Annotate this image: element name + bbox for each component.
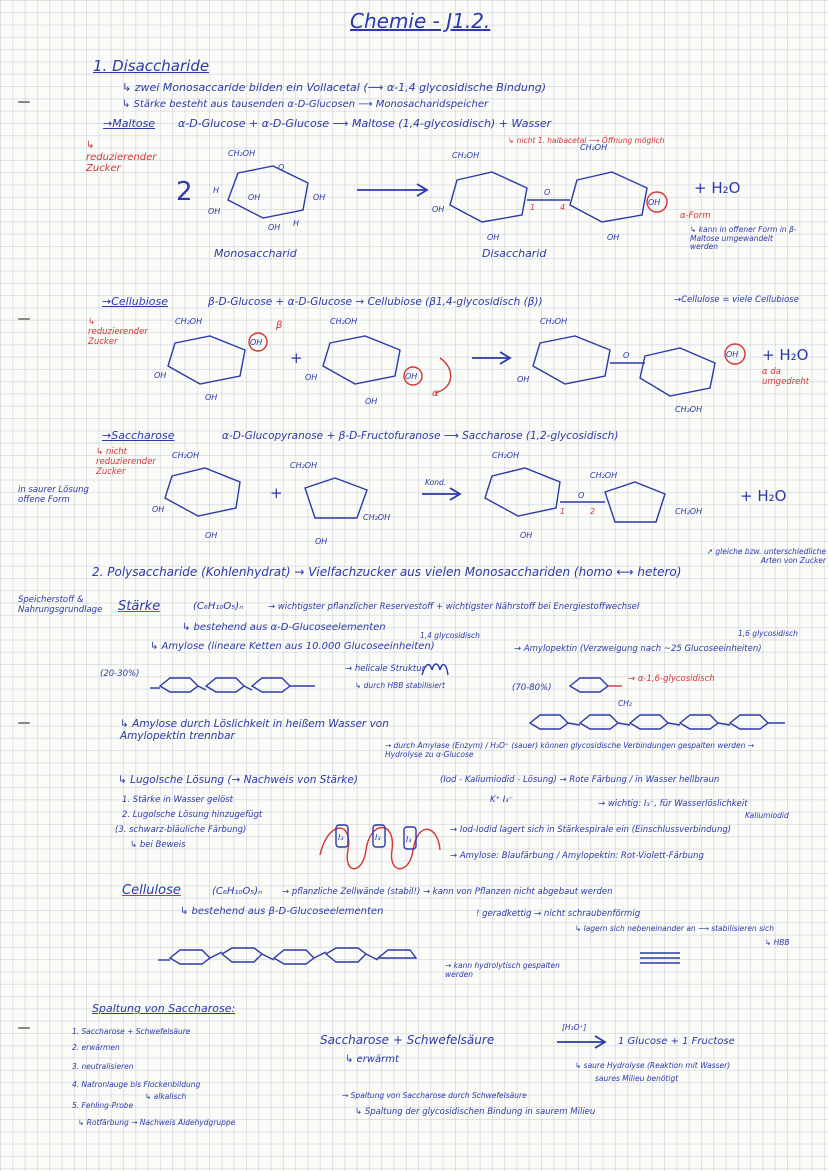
i3-label: I₃ [406, 835, 412, 844]
splitting-heading: Spaltung von Saccharose: [92, 1002, 236, 1015]
splitting-step: 3. neutralisieren [72, 1062, 134, 1071]
svg-text:CH₂OH: CH₂OH [580, 143, 608, 152]
amylopektin-desc: → Amylopektin (Verzweigung nach ~25 Glucoseeinheiten) [514, 644, 762, 654]
svg-text:H: H [213, 186, 220, 195]
di-label: Disaccharid [482, 247, 547, 260]
svg-text:OH: OH [313, 193, 326, 202]
enzyme-note: → durch Amylase (Enzym) / H₃O⁺ (sauer) können glycosidische Verbindungen gespalten werden → Hydrolyse zu α-Glucose [385, 741, 755, 759]
splitting-note2: ↳ Spaltung der glycosidischen Bindung in saurem Milieu [355, 1107, 596, 1117]
glycosidic-16-top-label: 1,6 glycosidisch [738, 629, 798, 638]
svg-text:OH: OH [517, 375, 530, 384]
svg-text:OH: OH [250, 338, 263, 347]
svg-text:OH: OH [726, 350, 739, 359]
svg-text:I₃: I₃ [375, 833, 381, 842]
svg-text:OH: OH [154, 371, 167, 380]
svg-text:CH₂OH: CH₂OH [363, 513, 391, 522]
starch-formula: (C₆H₁₀O₅)ₙ [193, 601, 244, 612]
svg-text:I₃: I₃ [338, 833, 344, 842]
svg-text:OH: OH [607, 233, 620, 242]
lugol-step: (3. schwarz-bläuliche Färbung) [115, 825, 247, 835]
cellulose-layers: ↳ lagern sich nebeneinander an ⟶ stabilisieren sich [575, 924, 774, 933]
cellobiose-equation: β-D-Glucose + α-D-Glucose → Cellubiose (β1,4-glycosidisch (β)) [208, 296, 543, 308]
acid-hydrolysis-note: ↳ saure Hydrolyse (Reaktion mit Wasser) [575, 1061, 731, 1070]
splitting-step: 5. Fehling-Probe [72, 1101, 134, 1110]
svg-text:CH₂OH: CH₂OH [675, 507, 703, 516]
helix-hbb-note: ↳ durch HBB stabilisiert [355, 681, 445, 690]
svg-text:4: 4 [560, 203, 566, 212]
svg-text:OH: OH [432, 205, 445, 214]
kond-label: Kond. [425, 478, 447, 487]
cellulose-chain-diagram [158, 940, 428, 970]
lugol-step: 2. Lugolsche Lösung hinzugefügt [122, 810, 263, 820]
maltose-reducing-note: ↳ reduzierender Zucker [86, 140, 157, 174]
amylose-chain-diagram [150, 668, 320, 698]
cellobiose-structure [515, 318, 755, 418]
splitting-products: 1 Glucose + 1 Fructose [618, 1036, 735, 1047]
coefficient-two: 2 [176, 177, 193, 207]
svg-text:OH: OH [248, 193, 261, 202]
alpha-mark: α [432, 388, 439, 399]
svg-text:OH: OH [487, 233, 500, 242]
amylopektin-chain-diagram [520, 705, 820, 735]
plus-sign: + [270, 484, 283, 502]
amylose-percent: (20-30%) [100, 669, 140, 679]
starch-label: Stärke [118, 599, 161, 614]
svg-text:CH₂OH: CH₂OH [330, 317, 358, 326]
splitting-warmed: ↳ erwärmt [345, 1054, 399, 1065]
helix-icon [420, 660, 450, 680]
svg-text:CH₂OH: CH₂OH [290, 461, 318, 470]
svg-text:CH₂OH: CH₂OH [540, 317, 568, 326]
splitting-catalyst: [H₃O⁺] [562, 1023, 587, 1032]
punch-hole [18, 318, 30, 320]
maltose-water: + H₂O [694, 179, 741, 197]
iod-desc: (Iod - Kaliumiodid - Lösung) → Rote Färbung / in Wasser hellbraun [440, 775, 720, 785]
disaccharide-line2: ↳ Stärke besteht aus tausenden α-D-Glucosen ⟶ Monosacharidspeicher [122, 99, 489, 110]
lugol-step: 1. Stärke in Wasser gelöst [122, 795, 233, 805]
maltose-label: →Maltose [103, 117, 156, 130]
svg-text:OH: OH [520, 531, 533, 540]
lugol-label: ↳ Lugolsche Lösung (→ Nachweis von Stärke) [118, 774, 358, 786]
beta-glucose-structure [150, 318, 285, 408]
svg-text:CH₂OH: CH₂OH [175, 317, 203, 326]
separation-note: ↳ Amylose durch Löslichkeit in heißem Wasser von Amylopektin trennbar [120, 718, 389, 743]
cellulose-hydrolysis: → kann hydrolytisch gespalten werden [445, 961, 560, 979]
amylose-desc: ↳ Amylose (lineare Ketten aus 10.000 Glucoseeinheiten) [150, 641, 435, 652]
cellulose-formula: (C₆H₁₀O₅)ₙ [212, 886, 263, 897]
lugol-step: ↳ bei Beweis [130, 840, 186, 850]
svg-text:O: O [578, 491, 585, 500]
svg-text:CH₂OH: CH₂OH [492, 451, 520, 460]
saccharose-label: →Saccharose [102, 429, 175, 442]
color-note: → Amylose: Blaufärbung / Amylopektin: Rot-Violett-Färbung [450, 851, 704, 861]
splitting-step: ↳ Rotfärbung → Nachweis Aldehydgruppe [78, 1118, 236, 1127]
homo-hetero-note: ↗ gleiche bzw. unterschiedliche Arten von Zucker [706, 547, 826, 565]
svg-text:CH₂OH: CH₂OH [675, 405, 703, 414]
glycosidic-16-label: → α-1,6-glycosidisch [628, 674, 715, 684]
splitting-step: 4. Natronlauge bis Flockenbildung [72, 1080, 201, 1089]
maltose-halbacetal-note: ↳ nicht 1. halbacetal ⟶ Öffnung möglich [508, 136, 665, 145]
section-heading-polysaccharide: 2. Polysaccharide (Kohlenhydrat) → Vielfachzucker aus vielen Monosacchariden (homo ⟷ hetero) [92, 565, 682, 579]
svg-text:CH₂OH: CH₂OH [452, 151, 480, 160]
spiral-note: → Iod-Iodid lagert sich in Stärkespirale ein (Einschlussverbindung) [450, 825, 732, 835]
storage-note: Speicherstoff & Nahrungsgrundlage [18, 595, 103, 615]
saccharose-nonreducing-note: ↳ nicht reduzierender Zucker [96, 447, 156, 477]
cellulose-consists: ↳ bestehend aus β-D-Glucoseelementen [180, 906, 384, 917]
svg-text:O: O [623, 351, 630, 360]
maltose-structure [432, 143, 682, 245]
svg-text:1: 1 [530, 203, 536, 212]
saccharose-equation: α-D-Glucopyranose + β-D-Fructofuranose ⟶ Saccharose (1,2-glycosidisch) [222, 430, 619, 442]
cellobiose-water: + H₂O [762, 346, 809, 364]
svg-text:OH: OH [305, 373, 318, 382]
beta-mark: β [276, 320, 283, 331]
punch-hole [18, 722, 30, 724]
glucose-structure [208, 148, 348, 243]
svg-text:2: 2 [590, 507, 596, 516]
svg-text:OH: OH [205, 393, 218, 402]
starch-desc: → wichtigster pflanzlicher Reservestoff + wichtigster Nährstoff bei Energiestoffwechsel [268, 602, 640, 612]
kaliumiodid-note: Kaliumiodid [745, 811, 789, 820]
cellulose-desc: → pflanzliche Zellwände (stabil!) → kann von Pflanzen nicht abgebaut werden [282, 887, 613, 897]
saccharose-structure [470, 452, 710, 547]
svg-text:OH: OH [315, 537, 328, 546]
punch-hole [18, 101, 30, 103]
alpha-turned-note: α da umgedreht [762, 367, 810, 387]
helix-label: → helicale Struktur [345, 664, 426, 674]
svg-text:1: 1 [560, 507, 566, 516]
splitting-equation: Saccharose + Schwefelsäure [320, 1033, 495, 1047]
reaction-arrow [355, 180, 435, 200]
saccharose-water: + H₂O [740, 487, 787, 505]
starch-consists: ↳ bestehend aus α-D-Glucoseelementen [182, 622, 386, 633]
mono-label: Monosaccharid [214, 247, 297, 260]
amylopektin-percent: (70-80%) [512, 683, 552, 693]
splitting-step: 2. erwärmen [72, 1043, 120, 1052]
acidic-note: in saurer Lösung offene Form [18, 485, 89, 505]
layer-lines [640, 950, 685, 966]
plus-sign: + [290, 349, 303, 367]
cellobiose-arrow [470, 348, 515, 368]
alpha-form-label: α-Form [680, 211, 711, 221]
cellobiose-reducing-note: ↳ reduzierender Zucker [88, 317, 148, 347]
svg-text:OH: OH [365, 397, 378, 406]
svg-text:O: O [278, 163, 285, 172]
disaccharide-line1: ↳ zwei Monosaccaride bilden ein Vollacetal (⟶ α-1,4 glycosidische Bindung) [122, 81, 547, 94]
svg-text:H: H [293, 219, 300, 228]
svg-text:OH: OH [268, 223, 281, 232]
section-heading-disaccharide: 1. Disaccharide [93, 57, 210, 75]
splitting-step: 1. Saccharose + Schwefelsäure [72, 1027, 191, 1036]
open-form-note: ↳ kann in offener Form in β-Maltose umgewandelt werden [690, 225, 797, 252]
svg-text:OH: OH [405, 372, 418, 381]
punch-hole [18, 1027, 30, 1029]
glucopyranose-structure [150, 452, 270, 542]
splitting-step: ↳ alkalisch [145, 1092, 187, 1101]
splitting-arrow [555, 1034, 610, 1050]
iod-important-note: → wichtig: I₃⁻, für Wasserlöslichkeit [598, 799, 748, 809]
page-title: Chemie - J1.2. [350, 9, 491, 33]
cellulose-note: →Cellulose = viele Cellubiose [674, 295, 799, 305]
svg-text:O: O [544, 188, 551, 197]
cellobiose-label: →Cellubiose [102, 295, 169, 308]
ki-formula: K⁺ I₃⁻ [490, 795, 514, 805]
svg-text:CH₂OH: CH₂OH [228, 149, 256, 158]
iodine-starch-helix-diagram [318, 815, 443, 880]
svg-text:OH: OH [205, 531, 218, 540]
ch2-label: CH₂ [618, 699, 632, 708]
amylopektin-branch-diagram [560, 668, 630, 698]
cellulose-label: Cellulose [122, 883, 181, 898]
splitting-note1: → Spaltung von Saccharose durch Schwefelsäure [342, 1091, 527, 1100]
svg-text:CH₂OH: CH₂OH [590, 471, 618, 480]
glycosidic-14-label: 1,4 glycosidisch [420, 631, 480, 640]
svg-text:OH: OH [208, 207, 221, 216]
acid-environment-note: saures Milieu benötigt [595, 1074, 679, 1083]
svg-text:OH: OH [152, 505, 165, 514]
svg-text:CH₂OH: CH₂OH [172, 451, 200, 460]
saccharose-arrow [420, 484, 465, 504]
cellulose-linear: ! geradkettig → nicht schraubenförmig [476, 909, 641, 919]
svg-text:OH: OH [648, 198, 661, 207]
cellulose-hbb: ↳ HBB [765, 938, 790, 947]
maltose-equation: α-D-Glucose + α-D-Glucose ⟶ Maltose (1,4-glycosidisch) + Wasser [178, 117, 552, 130]
fructofuranose-structure [285, 462, 405, 552]
